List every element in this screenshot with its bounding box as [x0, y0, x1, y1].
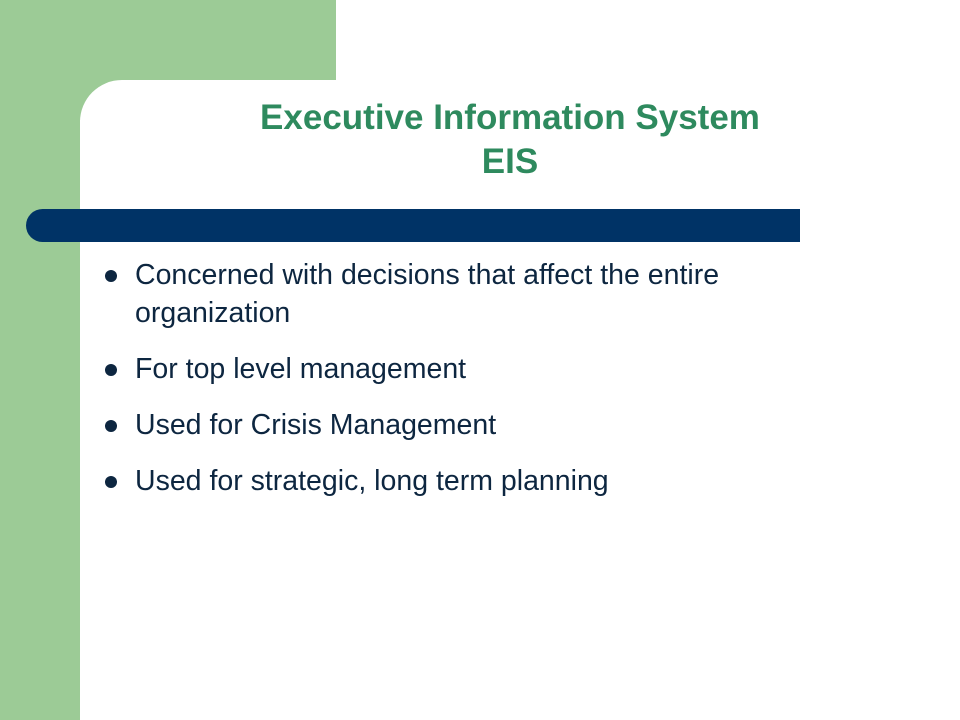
- bullet-dot-icon: [105, 476, 117, 488]
- bullet-dot-icon: [105, 420, 117, 432]
- slide-title: [180, 96, 840, 184]
- bullet-item: [100, 256, 820, 332]
- title-rule-bar: [26, 209, 800, 242]
- bullet-dot-icon: [105, 270, 117, 282]
- bullet-list: [100, 256, 820, 518]
- bullet-text: Used for Crisis Management: [135, 409, 497, 441]
- bullet-text: Used for strategic, long term planning: [135, 465, 609, 497]
- bullet-text: For top level management: [135, 353, 467, 385]
- slide-title-line-1: Executive Information System: [260, 98, 760, 137]
- bullet-item: [100, 350, 820, 388]
- bullet-text: Concerned with decisions that affect the entire organization: [135, 259, 720, 329]
- bullet-item: [100, 462, 820, 500]
- bullet-dot-icon: [105, 364, 117, 376]
- slide-title-line-2: EIS: [481, 142, 539, 181]
- bullet-item: [100, 406, 820, 444]
